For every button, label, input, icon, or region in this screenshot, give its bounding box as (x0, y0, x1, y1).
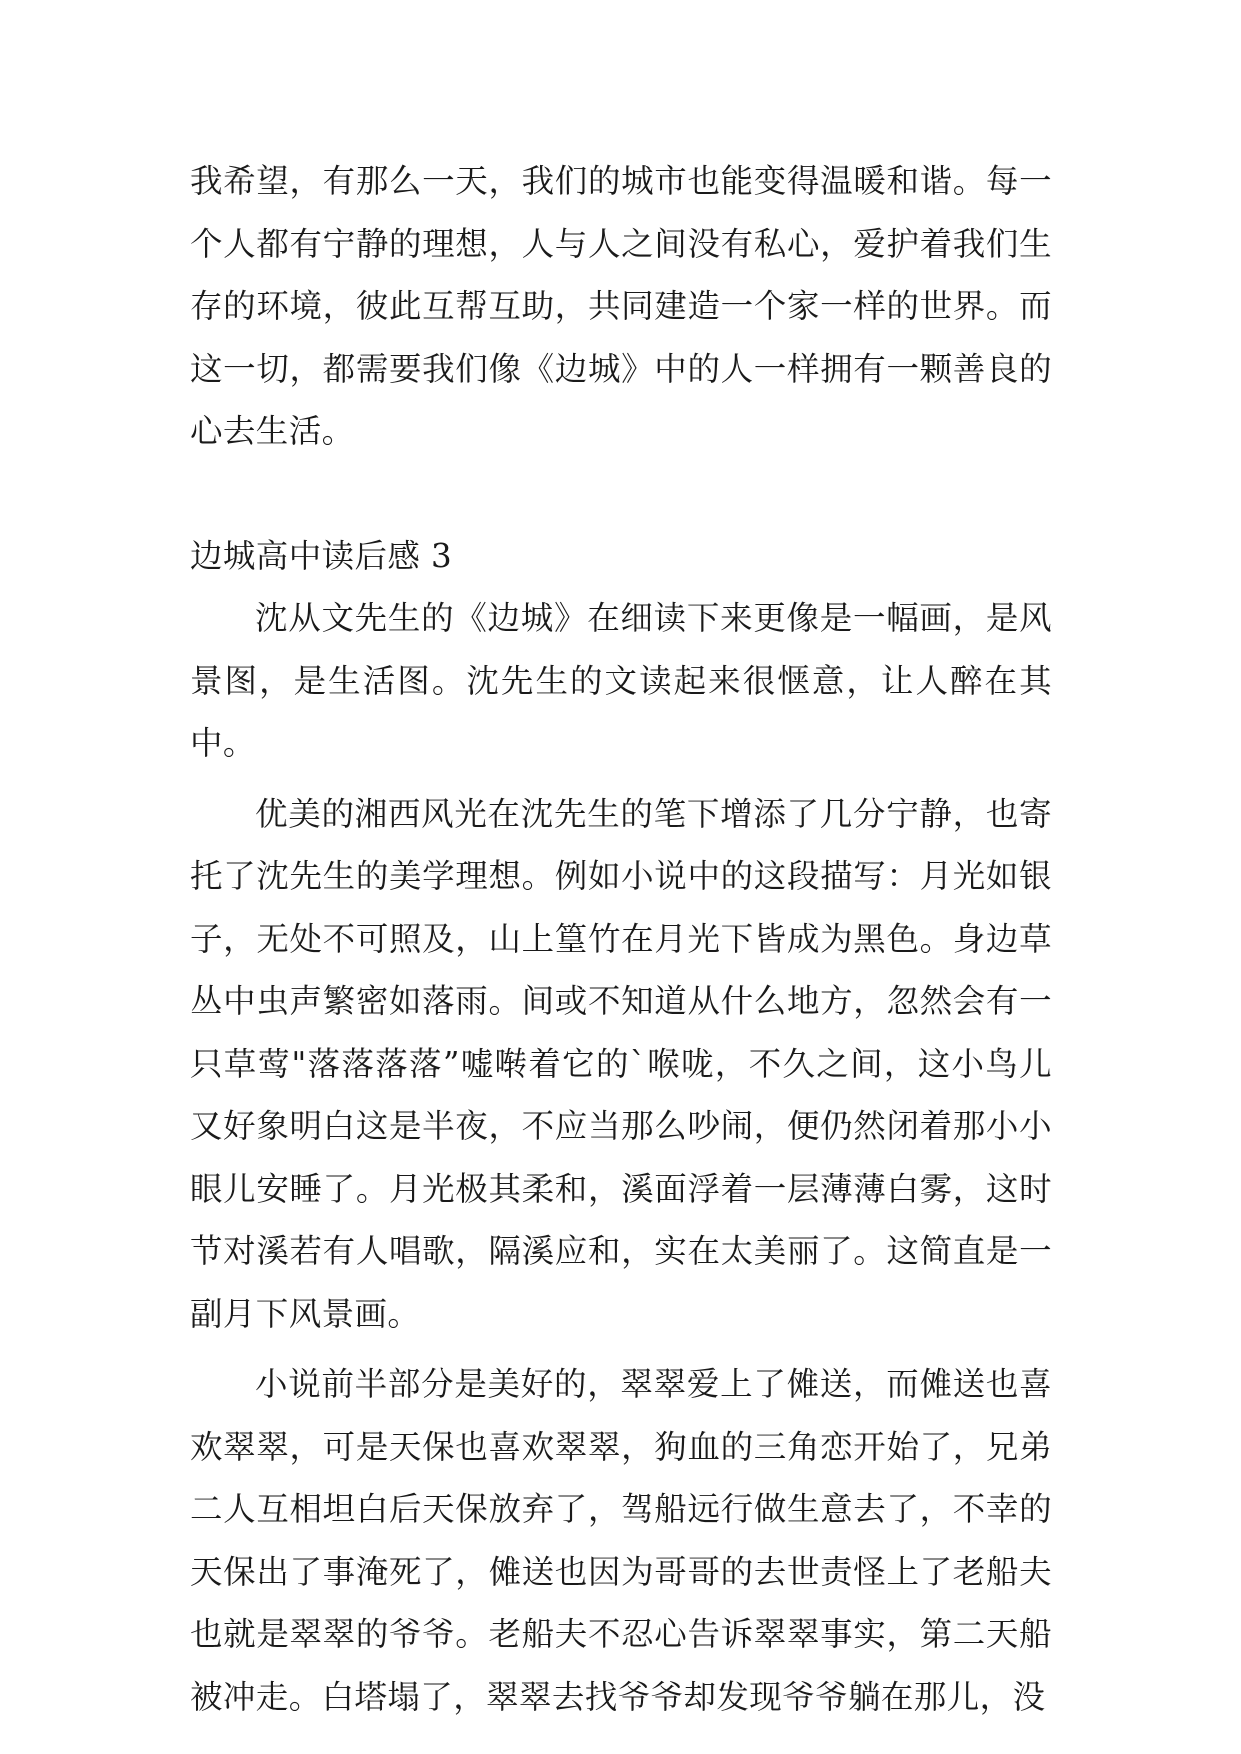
paragraph-continued: 我希望，有那么一天，我们的城市也能变得温暖和谐。每一个人都有宁静的理想，人与人之间没有私心，爱护着我们生存的环境，彼此互帮互助，共同建造一个家一样的世界。而这一切，都需要我们像《边城》中的人一样拥有一颗善良的心去生活。 (190, 162, 1052, 450)
paragraph-3: 小说前半部分是美好的，翠翠爱上了傩送，而傩送也喜欢翠翠，可是天保也喜欢翠翠，狗血的三角恋开始了，兄弟二人互相坦白后天保放弃了，驾船远行做生意去了，不幸的天保出了事淹死了，傩送也因为哥哥的去世责怪上了老船夫也就是翠翠的爷爷。老船夫不忍心告诉翠翠事实，第二天船被冲走。白塔塌了，翠翠去找爷爷却发现爷爷躺在那儿，没 (190, 1365, 1052, 1716)
paragraph-1: 沈从文先生的《边城》在细读下来更像是一幅画，是风景图，是生活图。沈先生的文读起来很惬意，让人醉在其中。 (190, 599, 1052, 762)
section-heading: 边城高中读后感 3 (190, 536, 453, 575)
paragraph-2: 优美的湘西风光在沈先生的笔下增添了几分宁静，也寄托了沈先生的美学理想。例如小说中的这段描写：月光如银子，无处不可照及，山上篁竹在月光下皆成为黑色。身边草丛中虫声繁密如落雨。间或不知道从什么地方，忽然会有一只草莺"落落落落”嘘啭着它的`喉咙，不久之间，这小鸟儿又好象明白这是半夜，不应当那么吵闹，便仍然闭着那小小眼儿安睡了。月光极其柔和，溪面浮着一层薄薄白雾，这时节对溪若有人唱歌，隔溪应和，实在太美丽了。这简直是一副月下风景画。 (190, 794, 1052, 1333)
document-page (190, 150, 1052, 1728)
